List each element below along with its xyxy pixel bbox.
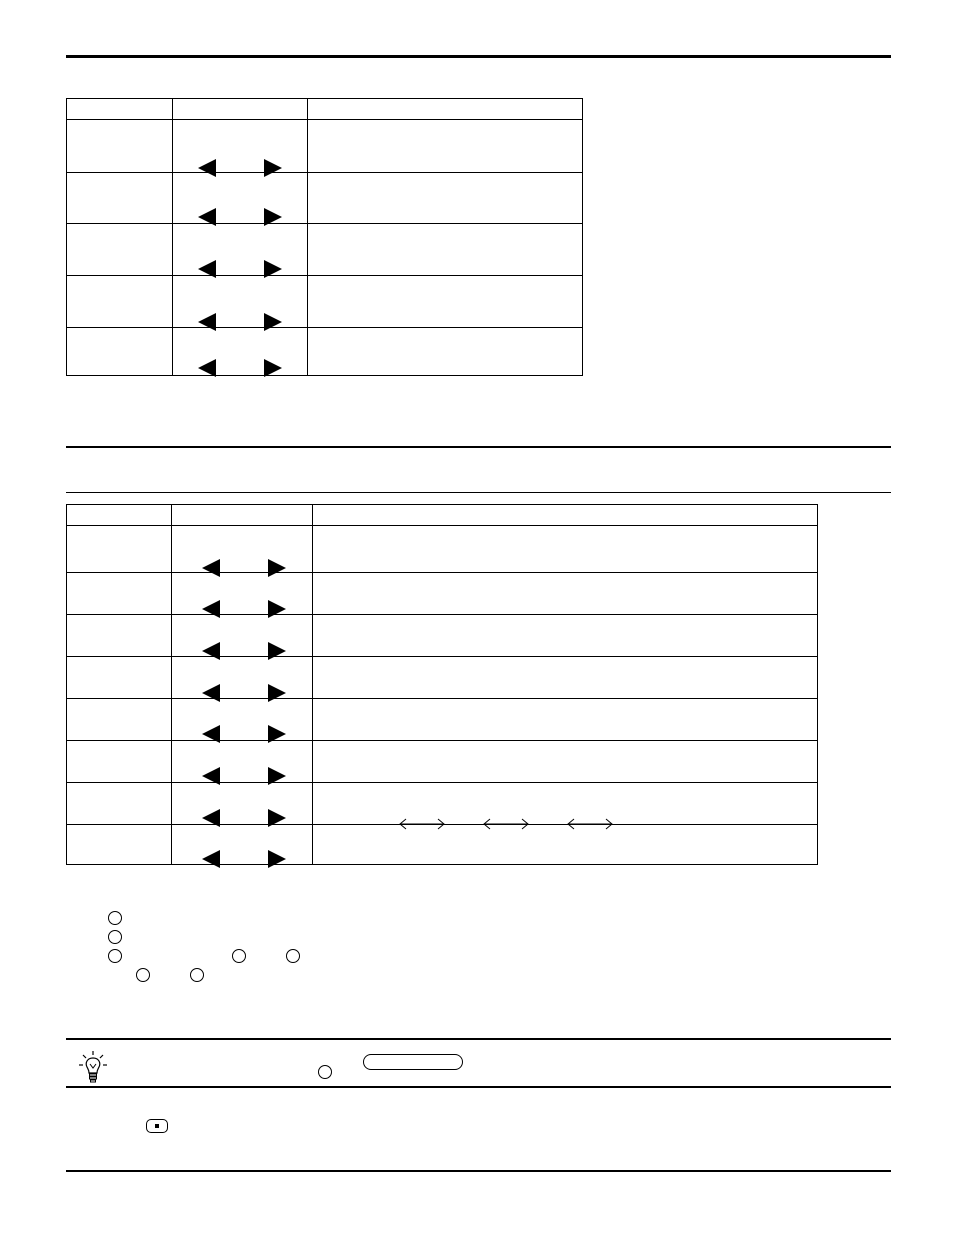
- adjust-cell: [172, 825, 313, 865]
- table-row: [67, 173, 583, 224]
- settings-table-2: [66, 504, 818, 865]
- adjust-cell: [172, 573, 313, 615]
- table-row: [67, 825, 818, 865]
- adjust-cell: [173, 328, 308, 376]
- adjust-cell: [173, 173, 308, 224]
- item-cell: [67, 783, 172, 825]
- header-cell: [172, 505, 313, 526]
- section-rule-bottom: [66, 492, 891, 493]
- table-row: [67, 741, 818, 783]
- right-triangle-icon[interactable]: [264, 313, 282, 331]
- table-row: [67, 699, 818, 741]
- step-number-icon: [136, 968, 150, 982]
- description-cell: [308, 173, 583, 224]
- settings-table-1: [66, 98, 583, 376]
- right-triangle-icon[interactable]: [264, 208, 282, 226]
- right-triangle-icon[interactable]: [264, 159, 282, 177]
- description-cell: [308, 328, 583, 376]
- right-triangle-icon[interactable]: [268, 725, 286, 743]
- left-triangle-icon[interactable]: [202, 600, 220, 618]
- item-cell: [67, 328, 173, 376]
- step-number-icon: [318, 1065, 332, 1079]
- description-cell: [313, 741, 818, 783]
- right-triangle-icon[interactable]: [268, 767, 286, 785]
- right-triangle-icon[interactable]: [268, 642, 286, 660]
- table-header-row: [67, 505, 818, 526]
- description-cell: [313, 825, 818, 865]
- table-row: [67, 657, 818, 699]
- left-triangle-icon[interactable]: [202, 767, 220, 785]
- step-number-icon: [108, 930, 122, 944]
- top-rule: [66, 55, 891, 58]
- left-triangle-icon[interactable]: [198, 208, 216, 226]
- right-triangle-icon[interactable]: [268, 600, 286, 618]
- right-triangle-icon[interactable]: [268, 684, 286, 702]
- right-triangle-icon[interactable]: [268, 559, 286, 577]
- left-triangle-icon[interactable]: [198, 359, 216, 377]
- table-row: [67, 526, 818, 573]
- description-cell: [313, 573, 818, 615]
- table-row: [67, 120, 583, 173]
- item-cell: [67, 573, 172, 615]
- double-arrow-icon: [567, 818, 613, 830]
- description-cell: [308, 276, 583, 328]
- left-triangle-icon[interactable]: [202, 809, 220, 827]
- table-row: [67, 573, 818, 615]
- item-cell: [67, 120, 173, 173]
- adjust-cell: [172, 741, 313, 783]
- right-triangle-icon[interactable]: [264, 260, 282, 278]
- double-arrow-icon: [399, 818, 445, 830]
- table-header-row: [67, 99, 583, 120]
- adjust-cell: [172, 657, 313, 699]
- description-cell: [313, 783, 818, 825]
- step-number-icon: [190, 968, 204, 982]
- left-triangle-icon[interactable]: [198, 159, 216, 177]
- right-triangle-icon[interactable]: [264, 359, 282, 377]
- header-cell: [173, 99, 308, 120]
- item-cell: [67, 825, 172, 865]
- adjust-cell: [173, 276, 308, 328]
- section-rule-top: [66, 446, 891, 448]
- step-number-icon: [108, 911, 122, 925]
- table-row: [67, 276, 583, 328]
- adjust-cell: [172, 526, 313, 573]
- hint-rule-top: [66, 1038, 891, 1040]
- step-number-icon: [108, 949, 122, 963]
- lightbulb-icon: [78, 1050, 108, 1084]
- header-cell: [67, 99, 173, 120]
- bottom-rule: [66, 1170, 891, 1172]
- description-cell: [308, 224, 583, 276]
- left-triangle-icon[interactable]: [202, 684, 220, 702]
- item-cell: [67, 657, 172, 699]
- left-triangle-icon[interactable]: [202, 725, 220, 743]
- adjust-cell: [172, 615, 313, 657]
- description-cell: [313, 526, 818, 573]
- table-row: [67, 224, 583, 276]
- double-arrow-icon: [483, 818, 529, 830]
- item-cell: [67, 224, 173, 276]
- stop-button-icon[interactable]: [146, 1119, 168, 1133]
- table-row: [67, 328, 583, 376]
- item-cell: [67, 173, 173, 224]
- right-triangle-icon[interactable]: [268, 850, 286, 868]
- table-row: [67, 783, 818, 825]
- adjust-cell: [172, 783, 313, 825]
- description-cell: [308, 120, 583, 173]
- adjust-cell: [172, 699, 313, 741]
- left-triangle-icon[interactable]: [198, 260, 216, 278]
- item-cell: [67, 699, 172, 741]
- step-number-icon: [232, 949, 246, 963]
- menu-button-icon[interactable]: [363, 1054, 463, 1070]
- item-cell: [67, 741, 172, 783]
- left-triangle-icon[interactable]: [202, 559, 220, 577]
- table-row: [67, 615, 818, 657]
- header-cell: [308, 99, 583, 120]
- description-cell: [313, 657, 818, 699]
- adjust-cell: [173, 224, 308, 276]
- description-cell: [313, 615, 818, 657]
- right-triangle-icon[interactable]: [268, 809, 286, 827]
- item-cell: [67, 276, 173, 328]
- hint-rule-bottom: [66, 1086, 891, 1088]
- step-number-icon: [286, 949, 300, 963]
- item-cell: [67, 526, 172, 573]
- left-triangle-icon[interactable]: [198, 313, 216, 331]
- left-triangle-icon[interactable]: [202, 850, 220, 868]
- description-cell: [313, 699, 818, 741]
- header-cell: [67, 505, 172, 526]
- adjust-cell: [173, 120, 308, 173]
- item-cell: [67, 615, 172, 657]
- left-triangle-icon[interactable]: [202, 642, 220, 660]
- header-cell: [313, 505, 818, 526]
